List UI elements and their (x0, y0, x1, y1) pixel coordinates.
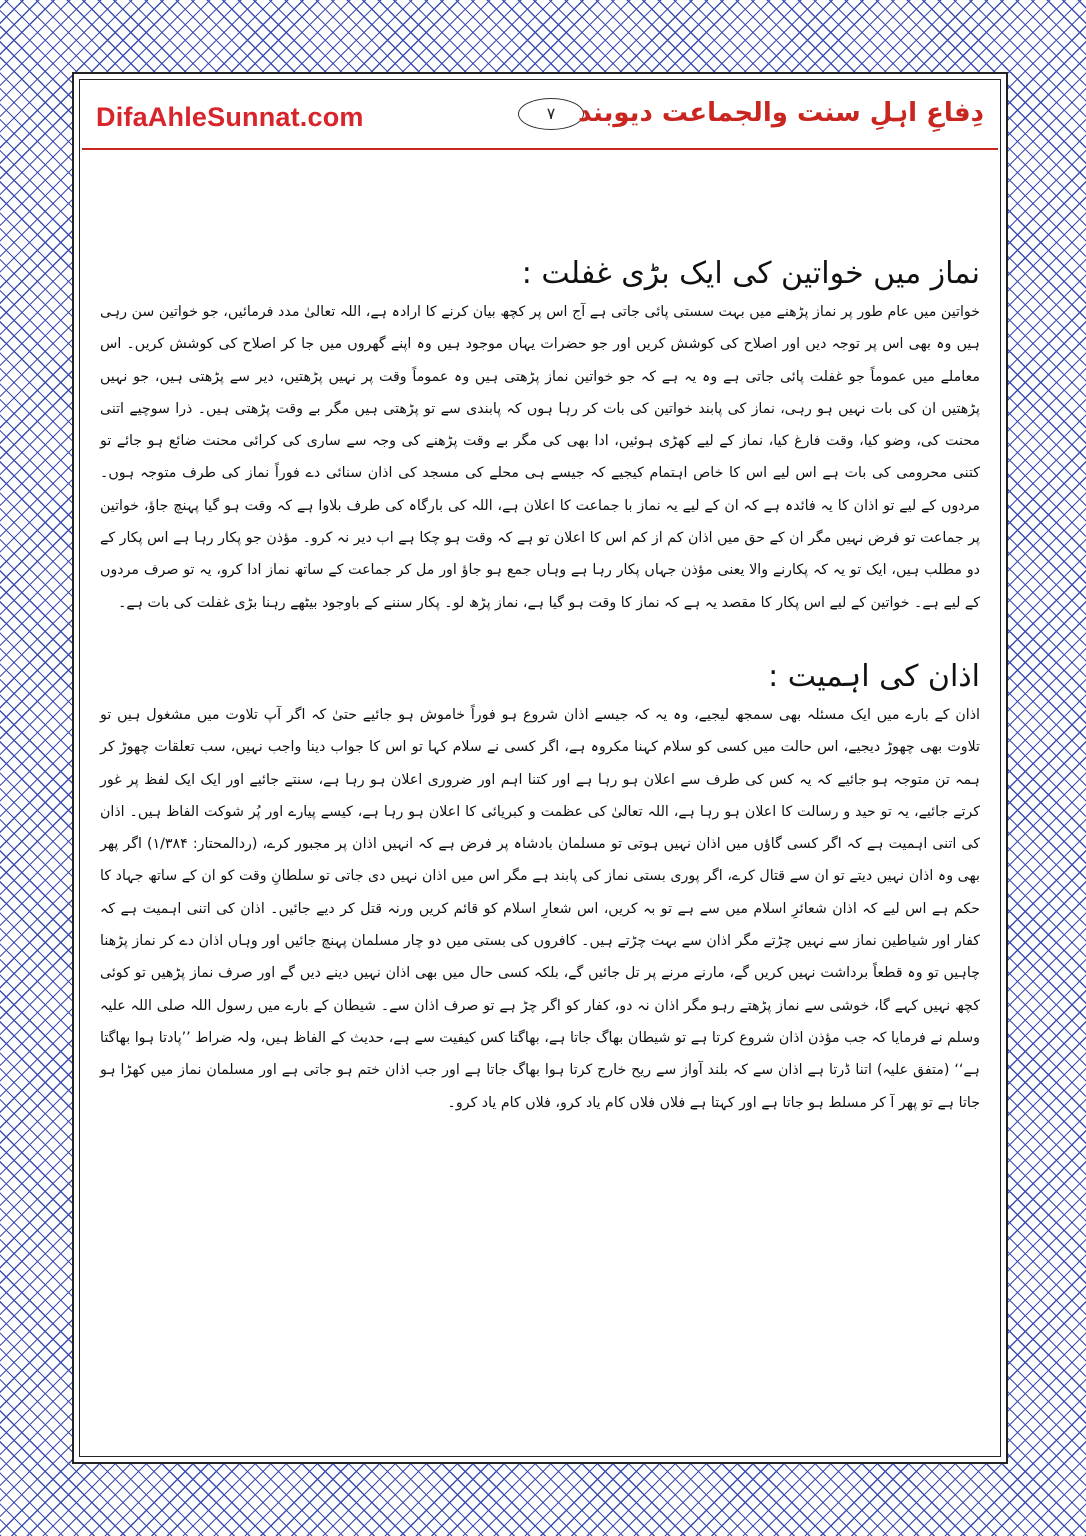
section-heading: نماز میں خواتین کی ایک بڑی غفلت : (521, 256, 980, 291)
page-header (82, 86, 998, 142)
brand-title: دِفاعِ اہلِ سنت والجماعت دیوبند (577, 98, 984, 128)
article-content (100, 242, 980, 1119)
section-azan-importance (100, 655, 980, 1119)
page-frame (72, 72, 1008, 1464)
site-link[interactable]: DifaAhleSunnat.com (96, 102, 364, 132)
page-number: ۷ (518, 98, 584, 130)
section-body: خواتین میں عام طور پر نماز پڑھنے میں بہت سستی پائی جاتی ہے آج اس پر کچھ بیان کرنے کا ارادہ ہے، اللہ تعالیٰ مدد فرمائیں، جو خواتین سن رہی ہیں وہ بھی اس پر توجہ دیں اور اصلاح کی کوشش کریں اور جو حضرات یہاں موجود ہیں وہ اپنے گھروں میں جا کر اصلاح کی کوشش کریں۔ اس معاملے میں عموماً جو غفلت پائی جاتی ہے وہ یہ ہے کہ جو خواتین نماز پڑھتی ہیں وہ عموماً وقت پر نہیں پڑھتیں، دیر سے پڑھتی ہیں، جو نہیں پڑھتیں ان کی بات نہیں ہو رہی، نماز کی پابند خواتین کی بات کر رہا ہوں کہ پابندی سے تو پڑھتی ہیں مگر بے وقت پڑھتی ہیں۔ ذرا سوچیے اتنی محنت کی، وضو کیا، وقت فارغ کیا، نماز کے لیے کھڑی ہوئیں، ادا بھی کی مگر بے وقت پڑھنے کی وجہ سے ساری کی کرائی محنت ضائع ہو جائے تو کتنی محرومی کی بات ہے اس لیے اس کا خاص اہتمام کیجیے کہ جیسے ہی محلے کی مسجد کی اذان سنائی دے فوراً نماز کی طرف متوجہ ہوں۔ مردوں کے لیے تو اذان کا یہ فائدہ ہے کہ ان کے لیے یہ نماز با جماعت کا اعلان ہے، اللہ کی بارگاہ کی طرف بلاوا ہے کہ وقت ہو گیا پہنچ جاؤ، خواتین پر جماعت تو فرض نہیں مگر ان کے حق میں اذان کم از کم اس کا اعلان تو ہے کہ وقت ہو چکا ہے اب دیر نہ کرو۔ مؤذن جو پکار رہا ہے اس پکار کے دو مطلب ہیں، ایک تو یہ کہ پکارنے والا یعنی مؤذن جہاں پکار رہا ہے وہاں جمع ہو جاؤ اور مل کر جماعت کے ساتھ نماز ادا کرو، یہ تو صرف مردوں کے لیے ہے۔ خواتین کے لیے اس پکار کا مقصد یہ ہے کہ نماز کا وقت ہو گیا ہے، نماز پڑھ لو۔ پکار سننے کے باوجود بیٹھے رہنا بڑی غفلت کی بات ہے۔ (100, 304, 980, 611)
section-women-negligence (100, 252, 980, 619)
header-divider (82, 148, 998, 150)
section-heading: اذان کی اہمیت : (768, 658, 980, 694)
section-body: اذان کے بارے میں ایک مسئلہ بھی سمجھ لیجیے، وہ یہ کہ جیسے اذان شروع ہو فوراً خاموش ہو جائیے حتیٰ کہ اگر آپ تلاوت میں مشغول ہیں تو تلاوت بھی چھوڑ دیجیے، اس حالت میں کسی کو سلام کہنا مکروہ ہے، اگر کسی نے سلام کہا تو اس کا جواب دینا واجب نہیں، سب تعلقات چھوڑ کر ہمہ تن متوجہ ہو جائیے کہ یہ کس کی طرف سے اعلان ہو رہا ہے اور کتنا اہم اور ضروری اعلان ہو رہا ہے، سنتے جائیے اور ایک ایک لفظ پر غور کرتے جائیے، یہ تو حید و رسالت کا اعلان ہو رہا ہے، اللہ تعالیٰ کی عظمت و کبریائی کا اعلان ہو رہا ہے، کیسے پیارے اور پُر شوکت الفاظ ہیں۔ اذان کی اتنی اہمیت ہے کہ اگر کسی گاؤں میں اذان نہیں ہوتی تو مسلمان بادشاہ پر فرض ہے کہ انہیں اذان پر مجبور کرے، (ردالمحتار: ۱/۳۸۴) اگر پھر بھی وہ اذان نہیں دیتے تو ان سے قتال کرے، اگر پوری بستی نماز کی پابند ہے مگر اس میں اذان نہیں دی جاتی تو سلطانِ وقت کو ان کے ساتھ جہاد کا حکم ہے اس لیے کہ اذان شعائرِ اسلام میں سے ہے تو بہ کریں، اس شعارِ اسلام کو قائم کریں ورنہ قتل کر دیے جائیں۔ اذان کی اتنی اہمیت ہے کہ کفار اور شیاطین نماز سے نہیں چڑتے مگر اذان سے بہت چڑتے ہیں۔ کافروں کی بستی میں دو چار مسلمان پہنچ جائیں اور وہاں اذان دے کر نماز پڑھنا چاہیں تو وہ قطعاً برداشت نہیں کریں گے، مارنے مرنے پر تل جائیں گے، بلکہ کسی حال میں بھی اذان نہیں دینے دیں گے اور صرف نماز پڑھیں تو کوئی کچھ نہیں کہے گا، خوشی سے نماز پڑھتے رہو مگر اذان نہ دو، کفار کو اگر چڑ ہے تو صرف اذان سے۔ شیطان کے بارے میں رسول اللہ صلی اللہ علیہ وسلم نے فرمایا کہ جب مؤذن اذان شروع کرتا ہے تو شیطان بھاگ جاتا ہے، بھاگتا کس کیفیت سے ہے، حدیث کے الفاظ ہیں، ولہ ضراط ’’پادتا ہوا بھاگتا ہے‘‘ (متفق علیہ) اتنا ڈرتا ہے اذان سے کہ بلند آواز سے ریح خارج کرتا ہوا بھاگ جاتا ہے اور جب اذان ختم ہو جاتی ہے اور مسلمان نماز میں کھڑا ہو جاتا ہے تو پھر آ کر مسلط ہو جاتا ہے اور کہتا ہے فلاں فلاں کام یاد کرو، فلاں کام یاد کرو۔ (100, 706, 980, 1111)
